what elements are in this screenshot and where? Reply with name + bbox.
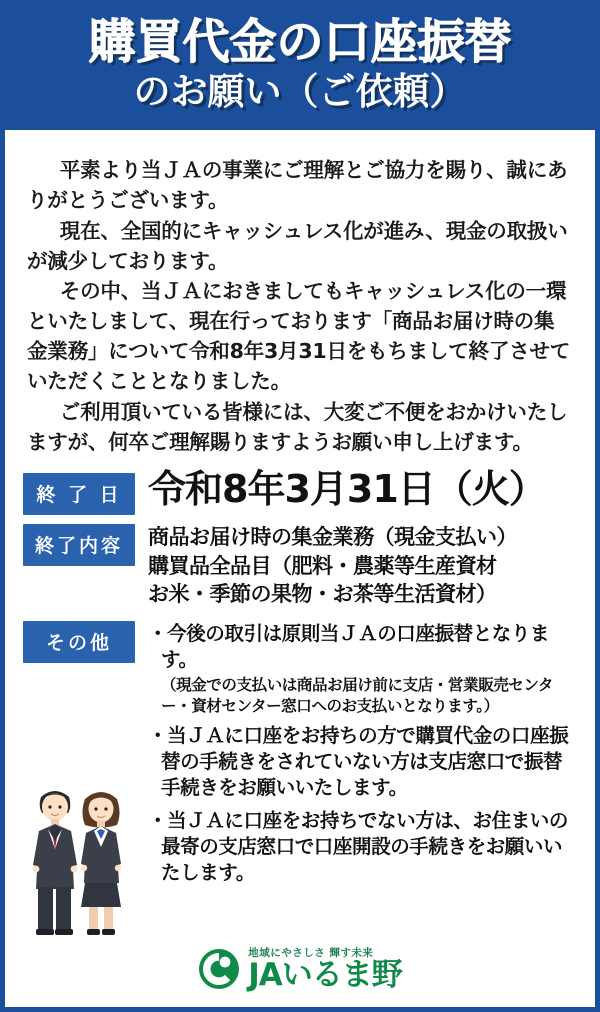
- header-title-line2: のお願い（ご依頼）: [133, 69, 467, 113]
- end-date-tag: 終 了 日: [23, 473, 135, 515]
- ja-logo-mark: [198, 948, 240, 990]
- staff-illustration: [23, 779, 135, 939]
- ja-logo: [5, 948, 595, 992]
- end-date-value: 令和8年3月31日（火）: [148, 467, 546, 511]
- intro-paragraph-4: ご利用頂いている皆様には、大変ご不便をおかけいたしますが、何卒ご理解賜りますようお願い申し上げます。: [27, 400, 568, 455]
- other-first-item: [135, 621, 577, 723]
- other-bullet-2: ・当ＪＡに口座をお持ちの方で購買代金の口座振替の手続きをされていない方は支店窓口で振替手続きをお願いいたします。: [148, 723, 569, 799]
- end-content-line-3: お米・季節の果物・お茶等生活資材）: [148, 582, 497, 607]
- end-content-list: [148, 524, 577, 609]
- other-bullet-3: ・当ＪＡに口座をお持ちでない方は、お住まいの最寄の支店窓口で口座開設の手続きをお願いいたします。: [148, 809, 569, 885]
- end-date-content: [135, 467, 577, 511]
- intro-text: [5, 130, 595, 463]
- other-bullet-1-note: （現金での支払いは商品お届け前に支店・営業販売センター・資材センター窓口へのお支払いとなります。）: [161, 676, 553, 715]
- intro-paragraph-3: その中、当ＪＡにおきましてもキャッシュレス化の一環といたしまして、現在行っております「商品お届け時の集金業務」について令和8年3月31日をもちまして終了させていただくこととなりました。: [27, 279, 571, 394]
- intro-paragraph-2: 現在、全国的にキャッシュレス化が進み、現金の取扱いが減少しております。: [27, 218, 568, 273]
- ja-logo-name: JAいるま野: [248, 957, 402, 993]
- female-staff-figure: [81, 792, 121, 935]
- other-bullet-1: [148, 621, 577, 716]
- end-date-row: [23, 467, 577, 515]
- end-content-line-1: 商品お届け時の集金業務（現金支払い）: [148, 525, 517, 549]
- end-content-content: [135, 524, 577, 610]
- end-content-tag: 終了内容: [23, 524, 135, 566]
- other-first-row: [23, 621, 577, 723]
- end-content-row: [23, 524, 577, 610]
- ja-logo-tagline: 地域にやさしさ 輝す未来: [248, 946, 374, 959]
- male-staff-figure: [33, 791, 78, 935]
- detail-rows: [5, 463, 595, 610]
- header-title-line1: 購買代金の口座振替: [88, 15, 512, 70]
- poster-header: [5, 5, 595, 130]
- end-content-line-2: 購買品全品目（肥料・農薬等生産資材: [148, 553, 497, 578]
- other-tag: その他: [23, 621, 135, 663]
- intro-paragraph-1: 平素より当ＪＡの事業にご理解とご協力を賜り、誠にありがとうございます。: [27, 157, 568, 212]
- other-bullet-1-text: ・今後の取引は原則当ＪＡの口座振替となります。: [148, 622, 550, 672]
- ja-logo-text: [248, 948, 402, 992]
